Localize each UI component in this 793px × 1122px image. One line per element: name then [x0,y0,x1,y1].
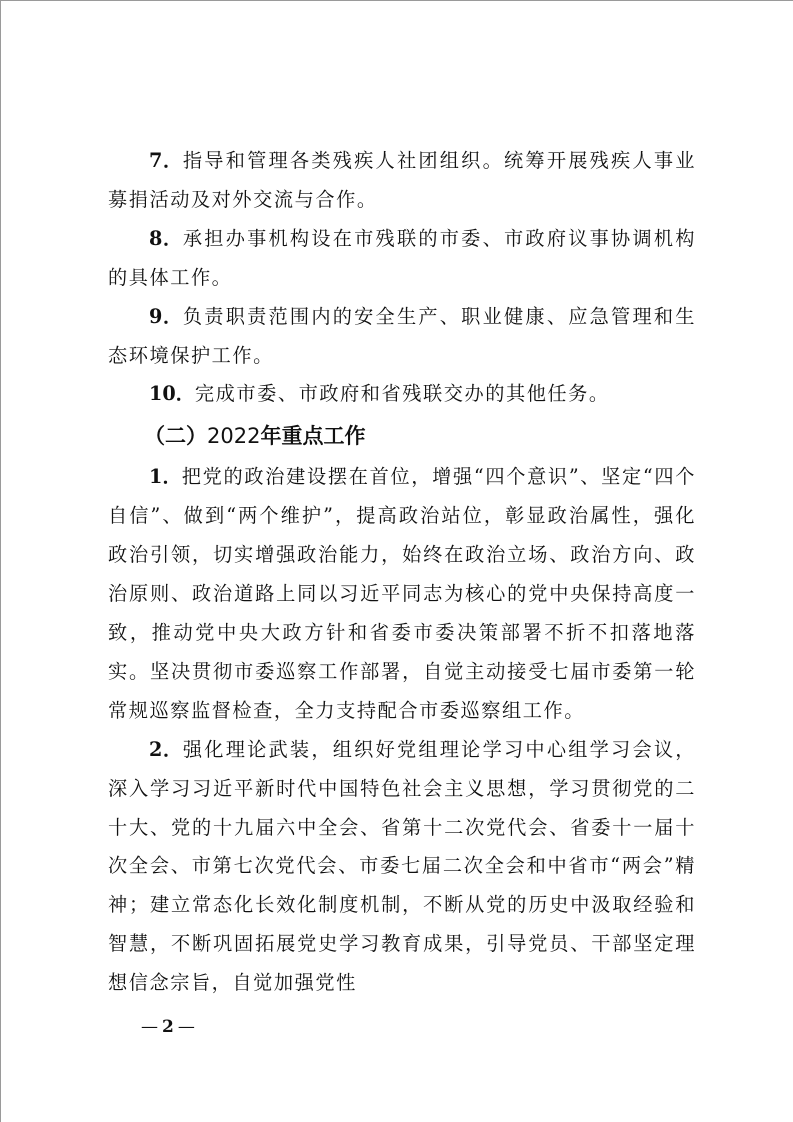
list-item [108,731,696,1003]
item-text: 把党的政治建设摆在首位，增强“四个意识”、坚定“四个自信”、做到“两个维护”，提高政治站位，彰显政治属性，强化政治引领，切实增强政治能力，始终在政治立场、政治方向、政治原则、政治道路上同以习近平同志为核心的党中央保持高度一致，推动党中央大政方针和省委市委决策部署不折不扣落地落实。坚决贯彻市委巡察工作部署，自觉主动接受七届市委第一轮常规巡察监督检查，全力支持配合市委巡察组工作。 [108,465,696,722]
document-body [108,142,696,1003]
item-number: 7． [149,149,183,172]
item-number: 10． [149,382,195,406]
item-text: 指导和管理各类残疾人社团组织。统筹开展残疾人事业募捐活动及对外交流与合作。 [108,149,696,211]
list-item [108,458,696,730]
list-item [108,375,696,414]
section-heading [108,414,696,458]
section-heading-title: 年重点工作 [260,424,366,449]
item-text: 承担办事机构设在市残联的市委、市政府议事协调机构的具体工作。 [108,226,696,289]
item-number: 9． [149,304,183,328]
item-number: 8． [149,226,183,250]
item-number: 1． [149,465,182,489]
page-number-dash-right: — [177,1017,195,1037]
section-heading-prefix: （二） [144,424,207,449]
list-item [108,220,696,298]
list-item [108,298,696,376]
page-number-value: 2 [162,1017,174,1037]
item-text: 强化理论武装，组织好党组理论学习中心组学习会议，深入学习习近平新时代中国特色社会主义思想，学习贯彻党的二十大、党的十九届六中全会、省第十二次党代会、省委十一届十次全会、市第七次党代会、市委七届二次全会和中省市“两会”精神；建立常态化长效化制度机制，不断从党的历史中汲取经验和智慧，不断巩固拓展党史学习教育成果，引导党员、干部坚定理想信念宗旨，自觉加强党性 [108,737,696,995]
page-number-dash-left: — [141,1017,158,1037]
item-text: 完成市委、市政府和省残联交办的其他任务。 [194,382,610,406]
list-item [108,142,696,220]
page-number [141,1017,195,1037]
section-heading-year: 2022 [207,424,261,449]
item-text: 负责职责范围内的安全生产、职业健康、应急管理和生态环境保护工作。 [108,304,696,367]
item-number: 2． [149,737,183,761]
